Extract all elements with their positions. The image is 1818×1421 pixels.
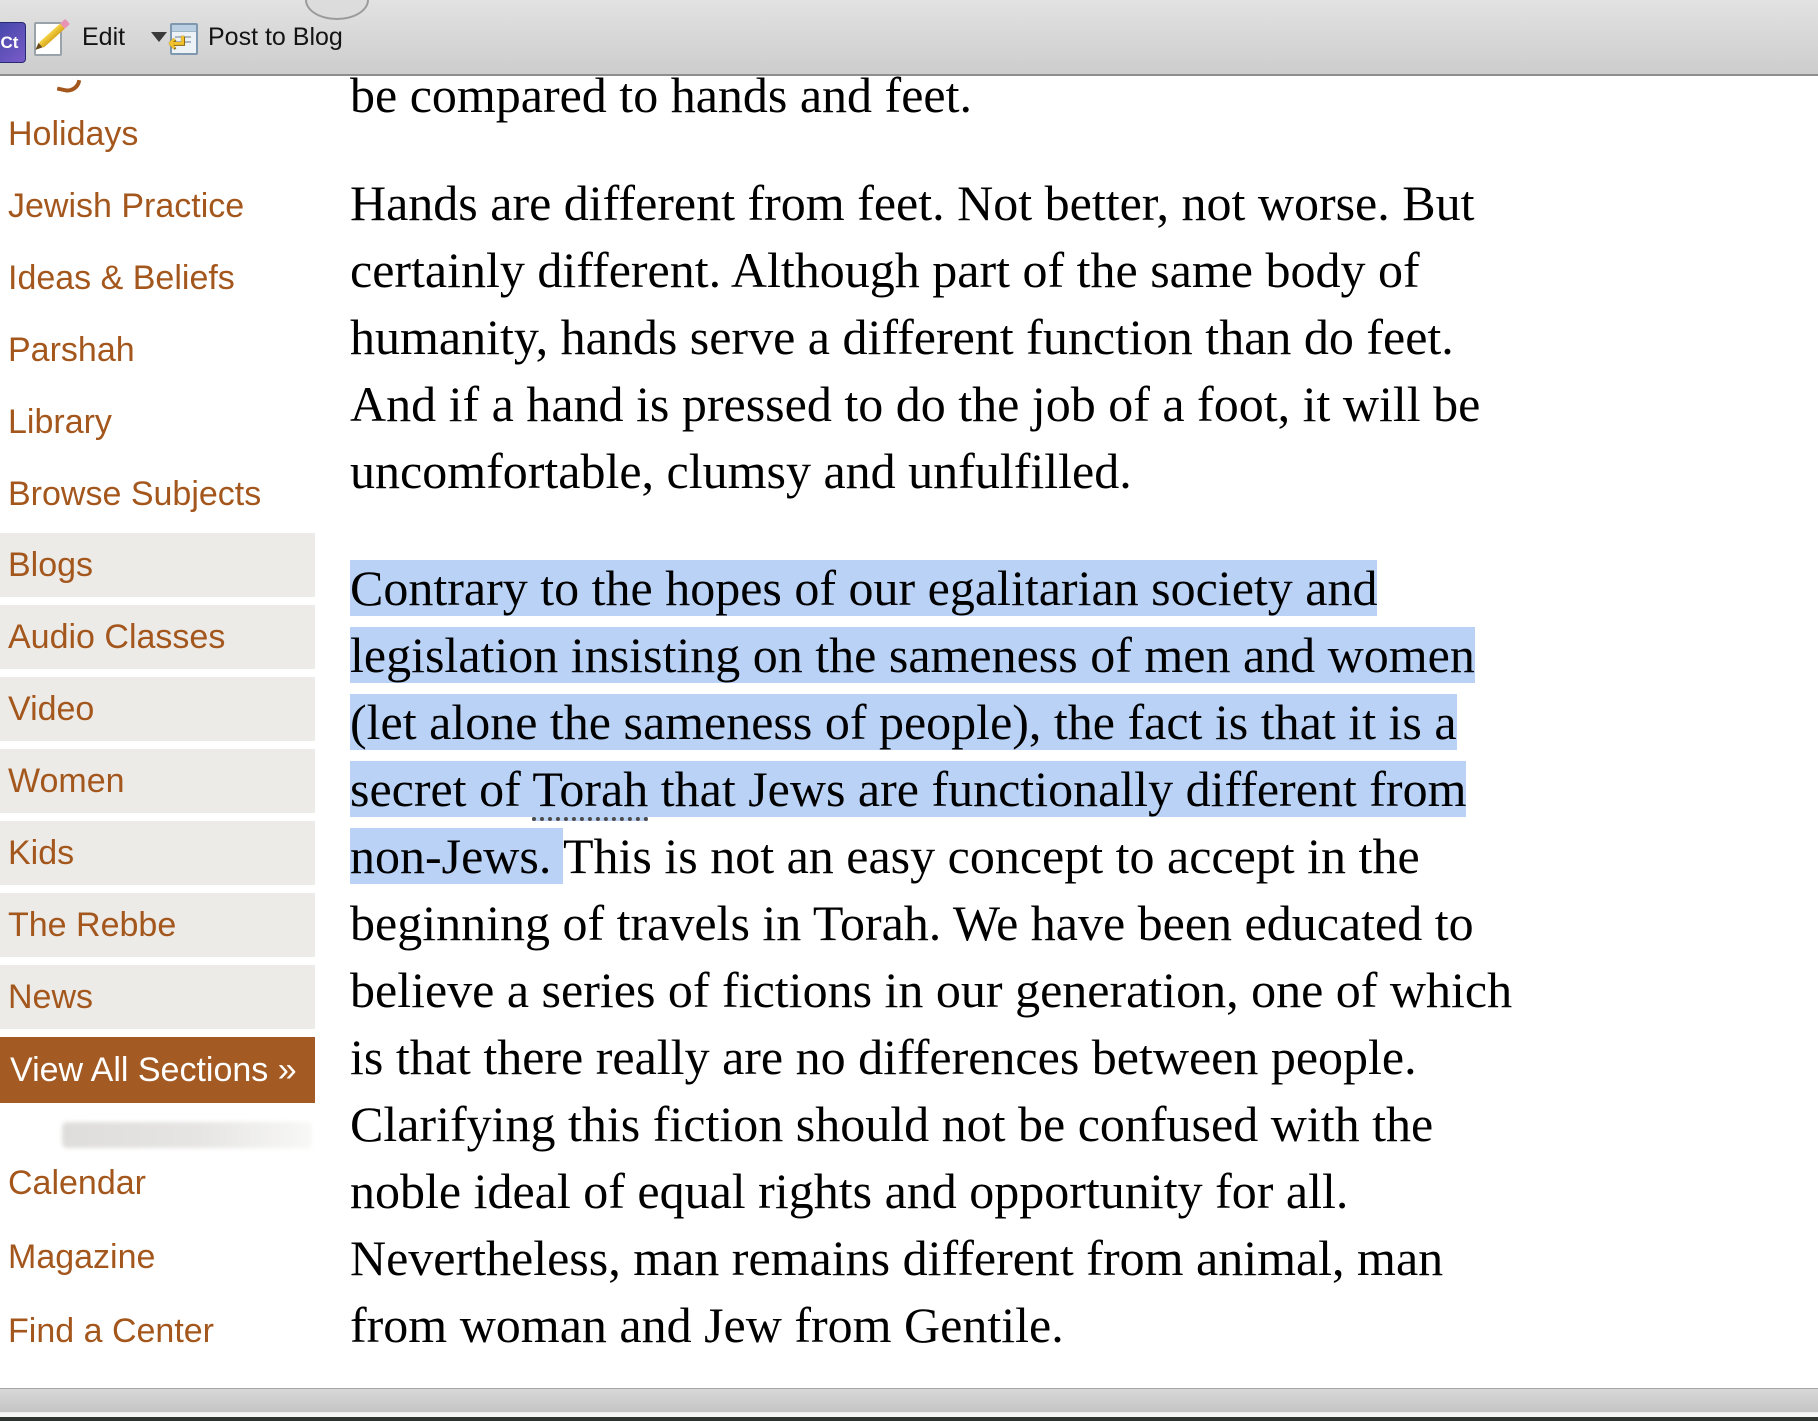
article-text-segment: This is not an easy concept to accept in the bbox=[562, 828, 1420, 884]
article-line bbox=[350, 1225, 1512, 1292]
article-line bbox=[350, 689, 1512, 756]
selected-text: non-Jews. bbox=[350, 828, 563, 884]
article-text-segment: from woman and Jew from Gentile. bbox=[350, 1297, 1064, 1353]
sidebar-item[interactable]: Find a Center bbox=[8, 1311, 214, 1350]
sidebar-item[interactable]: Blogs bbox=[0, 533, 315, 597]
sidebar-item[interactable]: Jewish Practice bbox=[8, 186, 245, 225]
sidebar-item[interactable]: Kids bbox=[0, 821, 315, 885]
article-line: And if a hand is pressed to do the job of a foot, it will be bbox=[350, 376, 1481, 432]
sidebar-item[interactable]: Calendar bbox=[8, 1163, 146, 1202]
selected-text: legislation insisting on the sameness of men and women bbox=[350, 627, 1475, 683]
article-paragraph bbox=[350, 62, 972, 129]
article-text-segment: beginning of travels in Torah. We have been educated to bbox=[350, 895, 1474, 951]
selected-text: Contrary to the hopes of our egalitarian society and bbox=[350, 560, 1378, 616]
sidebar-item[interactable]: Audio Classes bbox=[0, 605, 315, 669]
sidebar-item[interactable]: Magazine bbox=[8, 1237, 156, 1276]
sidebar-item-clipped-fragment bbox=[57, 76, 82, 95]
sidebar-item[interactable]: Holidays bbox=[8, 114, 139, 153]
contribute-app-icon[interactable]: Ct bbox=[0, 22, 26, 63]
sidebar-nav bbox=[0, 76, 315, 1385]
article-line bbox=[350, 890, 1512, 957]
post-to-blog-label: Post to Blog bbox=[208, 22, 343, 51]
sidebar-section-rows bbox=[0, 533, 315, 1037]
article-line bbox=[350, 756, 1512, 823]
selected-text: that Jews are functionally different from bbox=[648, 761, 1467, 817]
article-line bbox=[350, 622, 1512, 689]
article-text-segment: noble ideal of equal rights and opportunity for all. bbox=[350, 1163, 1349, 1219]
article-text-segment: Clarifying this fiction should not be confused with the bbox=[350, 1096, 1434, 1152]
sidebar-item[interactable]: Parshah bbox=[8, 330, 135, 369]
article-text-segment: believe a series of fictions in our generation, one of which bbox=[350, 962, 1513, 1018]
article-line: certainly different. Although part of the same body of bbox=[350, 242, 1420, 298]
article-text-segment: Nevertheless, man remains different from animal, man bbox=[350, 1230, 1444, 1286]
button-drop-shadow bbox=[62, 1122, 312, 1148]
horizontal-scrollbar[interactable] bbox=[0, 1388, 1818, 1413]
article-line bbox=[350, 957, 1512, 1024]
article-line bbox=[350, 1091, 1512, 1158]
post-to-blog-button[interactable] bbox=[170, 0, 343, 74]
sidebar-item[interactable]: News bbox=[0, 965, 315, 1029]
sidebar-item[interactable]: Browse Subjects bbox=[8, 474, 262, 513]
post-to-blog-icon: ↵ bbox=[170, 21, 198, 54]
torah-link[interactable]: Torah bbox=[532, 761, 648, 821]
selected-text: (let alone the sameness of people), the fact is that it is a bbox=[350, 694, 1457, 750]
sidebar-bottom-links bbox=[0, 1146, 315, 1368]
article-text-segment: is that there really are no differences between people. bbox=[350, 1029, 1417, 1085]
edit-dropdown-caret-icon[interactable] bbox=[151, 32, 167, 42]
article-line: Hands are different from feet. Not better, not worse. But bbox=[350, 175, 1475, 231]
sidebar-item[interactable]: The Rebbe bbox=[0, 893, 315, 957]
sidebar-item[interactable]: Library bbox=[8, 402, 112, 441]
selected-text: secret of bbox=[350, 761, 533, 817]
article-line bbox=[350, 1292, 1512, 1359]
sidebar-top-links bbox=[0, 98, 315, 530]
article-line: humanity, hands serve a different function than do feet. bbox=[350, 309, 1454, 365]
sidebar-item[interactable]: Video bbox=[0, 677, 315, 741]
view-all-sections-button[interactable]: View All Sections » bbox=[0, 1037, 315, 1103]
article-paragraph bbox=[350, 555, 1512, 1359]
article-line bbox=[350, 1024, 1512, 1091]
article-paragraph bbox=[350, 170, 1480, 505]
article-line bbox=[350, 823, 1512, 890]
article-line bbox=[350, 1158, 1512, 1225]
edit-page-pencil-icon bbox=[34, 18, 66, 56]
background-window-strip bbox=[0, 1417, 1818, 1421]
edit-button-label: Edit bbox=[82, 22, 126, 51]
sidebar-item[interactable]: Ideas & Beliefs bbox=[8, 258, 235, 297]
article-line: be compared to hands and feet. bbox=[350, 67, 972, 123]
article-line: uncomfortable, clumsy and unfulfilled. bbox=[350, 443, 1132, 499]
article-line bbox=[350, 555, 1512, 622]
edit-button[interactable] bbox=[34, 0, 167, 74]
sidebar-item[interactable]: Women bbox=[0, 749, 315, 813]
